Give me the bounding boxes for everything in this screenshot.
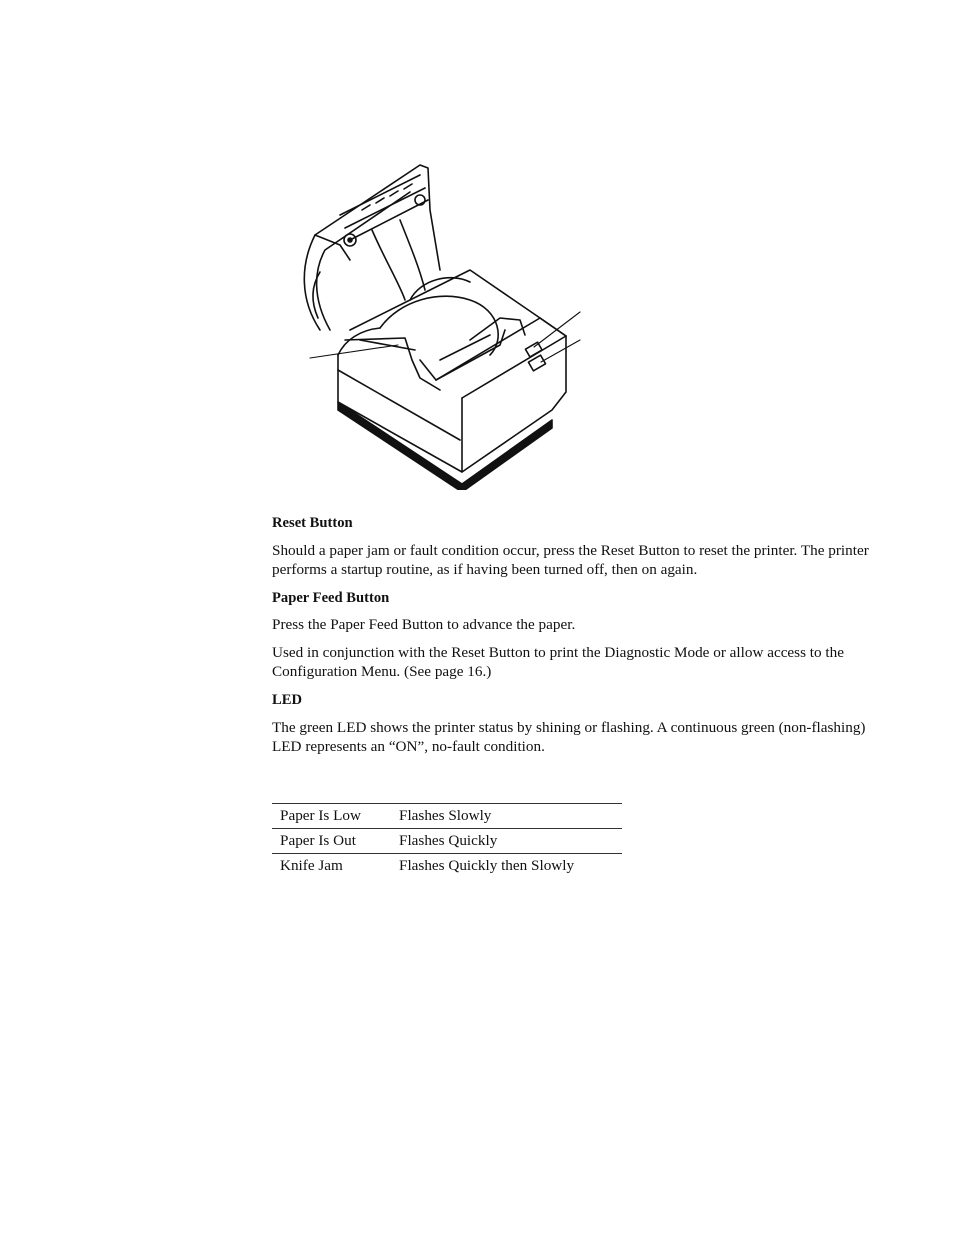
table-row: [272, 804, 622, 829]
printer-base: [338, 402, 552, 490]
reset-button-description: Should a paper jam or fault condition occur, press the Reset Button to reset the printer. The printer performs a startup routine, as if having been turned off, then on again.: [272, 542, 869, 578]
table-cell-condition: Paper Is Out: [272, 829, 391, 854]
callout-line-paper: [310, 345, 398, 358]
led-description: The green LED shows the printer status by shining or flashing. A continuous green (non-flashing) LED represents an “ON”, no-fault condition.: [272, 719, 866, 755]
table-row: [272, 829, 622, 854]
callout-line-reset: [541, 340, 580, 362]
table-cell-indication: Flashes Slowly: [391, 804, 622, 829]
led-heading: LED: [272, 692, 303, 708]
table-cell-condition: Knife Jam: [280, 857, 343, 874]
paper-feed-button: [525, 342, 542, 357]
printer-illustration: [300, 158, 590, 490]
table-row: [272, 854, 622, 879]
paper-feed-usage: Used in conjunction with the Reset Button to print the Diagnostic Mode or allow access to the Configuration Menu. (See page 16.): [272, 644, 844, 680]
table-cell-condition: Paper Is Low: [272, 804, 391, 829]
paper-feed-button-heading: Paper Feed Button: [272, 590, 390, 606]
reset-button-heading: Reset Button: [272, 515, 353, 531]
table-cell-indication: Flashes Quickly: [391, 829, 622, 854]
printer-lid: [304, 165, 440, 330]
led-status-table: [272, 803, 622, 878]
printer-body: [338, 318, 566, 472]
table-cell-indication: Flashes Quickly then Slowly: [399, 857, 575, 874]
paper-feed-description: Press the Paper Feed Button to advance the paper.: [272, 616, 576, 633]
